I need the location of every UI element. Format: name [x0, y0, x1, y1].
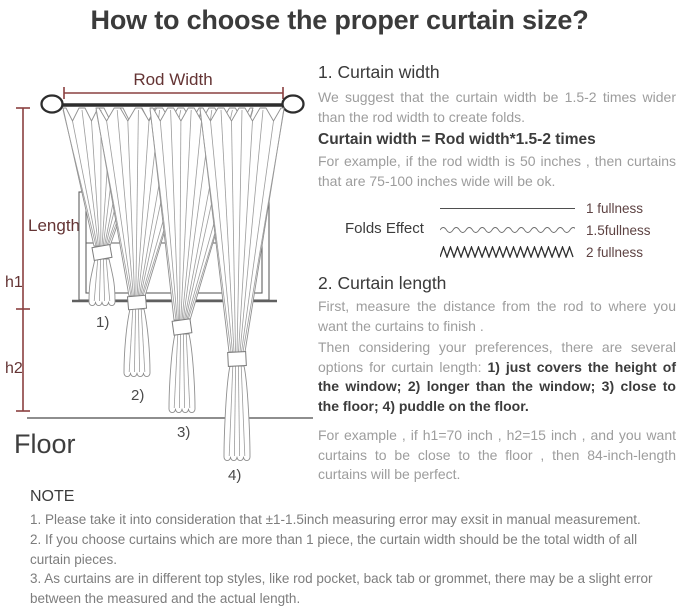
wave-line-icon [440, 224, 575, 236]
rod-width-label: Rod Width [133, 70, 213, 89]
floor-label: Floor [14, 429, 76, 459]
tie-band-1 [92, 245, 112, 261]
width-intro-text: We suggest that the curtain width be 1.5-2 times wider than the rod width to create folds. [318, 89, 676, 125]
folds-effect-label: Folds Effect [345, 220, 424, 237]
option-3-label: 3) [177, 424, 191, 441]
tie-band-2 [127, 295, 146, 310]
fullness-row-1 [440, 197, 676, 219]
note-item-1: 1. Please take it into consideration that ±1-1.5inch measuring error may exsit in manual measurement. [30, 512, 641, 527]
note-heading: NOTE [30, 488, 75, 505]
rod-finial-left [42, 96, 63, 113]
width-example-text: For example, if the rod width is 50 inches , then curtains that are 75-100 inches wide will be ok. [318, 153, 676, 189]
h2-label: h2 [5, 360, 23, 377]
straight-line-icon [440, 208, 575, 209]
width-formula-text: Curtain width = Rod width*1.5-2 times [318, 131, 596, 148]
fullness-row-3 [440, 241, 676, 263]
tie-band-4 [228, 352, 247, 367]
tie-band-3 [172, 319, 192, 335]
length-label: Length [28, 216, 80, 235]
fullness-1-label: 1 fullness [586, 200, 644, 216]
note-item-3: 3. As curtains are in different top styles, like rod pocket, back tab or grommet, there may be a slight error between the measured and the actual length. [30, 571, 653, 607]
zigzag-line-icon [440, 246, 575, 258]
option-1-label: 1) [96, 314, 110, 331]
curtain-panels [63, 108, 284, 461]
curtain-diagram [0, 60, 320, 490]
option-2-label: 2) [131, 387, 145, 404]
h1-label: h1 [5, 274, 23, 291]
note-item-2: 2. If you choose curtains which are more than 1 piece, the curtain width should be the total width of all curtain pieces. [30, 531, 638, 567]
instructions-column [318, 60, 676, 485]
option-4-label: 4) [228, 467, 242, 484]
rod-finial-right [283, 96, 304, 113]
curtain-panel-4 [200, 108, 284, 461]
length-options-intro: Then considering your preferences, there are several options for curtain length: [318, 339, 676, 375]
page-title: How to choose the proper curtain size? [90, 5, 589, 35]
length-example-text: For example , if h1=70 inch , h2=15 inch , and you want curtains to be close to the floor , then 84-inch-length curtains will be perfect. [318, 427, 676, 482]
length-options-list: 1) just covers the height of the window; 2) longer than the window; 3) close to the floor; 4) puddle on the floor. [318, 358, 676, 414]
section-2-heading: 2. Curtain length [318, 273, 447, 293]
section-1-heading: 1. Curtain width [318, 62, 440, 82]
folds-effect-legend [318, 197, 676, 263]
length-measure-text: First, measure the distance from the rod to where you want the curtains to finish . [318, 298, 676, 334]
fullness-2-label: 2 fullness [586, 244, 644, 260]
note-section [30, 487, 676, 609]
fullness-1-5-label: 1.5fullness [586, 222, 651, 238]
fullness-row-2 [440, 219, 676, 241]
fullness-1-line [440, 208, 575, 209]
length-options-text [318, 338, 676, 416]
